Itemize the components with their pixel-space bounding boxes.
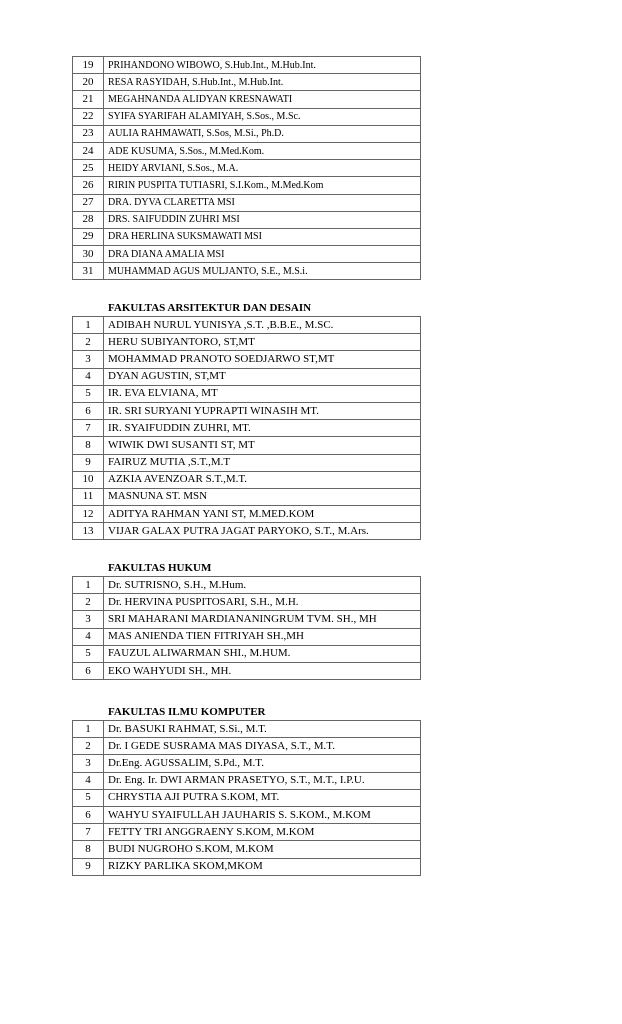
row-number: 4	[73, 368, 104, 385]
row-number: 5	[73, 789, 104, 806]
lecturer-name: WAHYU SYAIFULLAH JAUHARIS S. S.KOM., M.KOM	[104, 806, 421, 823]
table-row	[73, 228, 421, 245]
row-number: 9	[73, 454, 104, 471]
row-number: 10	[73, 471, 104, 488]
row-number: 6	[73, 402, 104, 419]
table-row	[73, 437, 421, 454]
table-row	[73, 488, 421, 505]
table-row	[73, 662, 421, 679]
lecturer-name: SRI MAHARANI MARDIANANINGRUM TVM. SH., MH	[104, 611, 421, 628]
table-row	[73, 317, 421, 334]
lecturer-table	[72, 56, 421, 280]
table-row	[73, 506, 421, 523]
lecturer-name: RIZKY PARLIKA SKOM,MKOM	[104, 858, 421, 875]
lecturer-name: ADITYA RAHMAN YANI ST, M.MED.KOM	[104, 506, 421, 523]
row-number: 8	[73, 437, 104, 454]
ilmu-komputer-table	[72, 720, 421, 876]
row-number: 5	[73, 385, 104, 402]
lecturer-name: MOHAMMAD PRANOTO SOEDJARWO ST,MT	[104, 351, 421, 368]
table-row	[73, 454, 421, 471]
table-row	[73, 806, 421, 823]
row-number: 11	[73, 488, 104, 505]
table-row	[73, 263, 421, 280]
lecturer-name: Dr. BASUKI RAHMAT, S.Si., M.T.	[104, 721, 421, 738]
arsitektur-desain-table	[72, 316, 421, 540]
table-row	[73, 246, 421, 263]
row-number: 4	[73, 628, 104, 645]
table-row	[73, 402, 421, 419]
lecturer-name: FETTY TRI ANGGRAENY S.KOM, M.KOM	[104, 824, 421, 841]
row-number: 3	[73, 755, 104, 772]
row-number: 25	[73, 160, 104, 177]
lecturer-name: DRA. DYVA CLARETTA MSI	[104, 194, 421, 211]
row-number: 12	[73, 506, 104, 523]
lecturer-name: ADIBAH NURUL YUNISYA ,S.T. ,B.B.E., M.SC.	[104, 317, 421, 334]
lecturer-name: HEIDY ARVIANI, S.Sos., M.A.	[104, 160, 421, 177]
row-number: 3	[73, 611, 104, 628]
row-number: 9	[73, 858, 104, 875]
lecturer-name: MASNUNA ST. MSN	[104, 488, 421, 505]
table-row	[73, 841, 421, 858]
table-row	[73, 177, 421, 194]
table-row	[73, 91, 421, 108]
lecturer-name: VIJAR GALAX PUTRA JAGAT PARYOKO, S.T., M.Ars.	[104, 523, 421, 540]
lecturer-name: DRA HERLINA SUKSMAWATI MSI	[104, 228, 421, 245]
table-row	[73, 738, 421, 755]
row-number: 2	[73, 594, 104, 611]
table-row	[73, 721, 421, 738]
table-row	[73, 351, 421, 368]
lecturer-name: EKO WAHYUDI SH., MH.	[104, 662, 421, 679]
lecturer-name: MUHAMMAD AGUS MULJANTO, S.E., M.S.i.	[104, 263, 421, 280]
row-number: 1	[73, 577, 104, 594]
hukum-table	[72, 576, 421, 680]
lecturer-name: IR. EVA ELVIANA, MT	[104, 385, 421, 402]
table-row	[73, 160, 421, 177]
table-row	[73, 523, 421, 540]
row-number: 21	[73, 91, 104, 108]
table-row	[73, 334, 421, 351]
row-number: 3	[73, 351, 104, 368]
lecturer-name: SYIFA SYARIFAH ALAMIYAH, S.Sos., M.Sc.	[104, 108, 421, 125]
lecturer-name: Dr. HERVINA PUSPITOSARI, S.H., M.H.	[104, 594, 421, 611]
table-row	[73, 755, 421, 772]
lecturer-name: AULIA RAHMAWATI, S.Sos, M.Si., Ph.D.	[104, 125, 421, 142]
table-row	[73, 628, 421, 645]
lecturer-name: DYAN AGUSTIN, ST,MT	[104, 368, 421, 385]
lecturer-name: Dr. SUTRISNO, S.H., M.Hum.	[104, 577, 421, 594]
row-number: 20	[73, 74, 104, 91]
row-number: 22	[73, 108, 104, 125]
row-number: 23	[73, 125, 104, 142]
lecturer-name: BUDI NUGROHO S.KOM, M.KOM	[104, 841, 421, 858]
lecturer-name: PRIHANDONO WIBOWO, S.Hub.Int., M.Hub.Int.	[104, 57, 421, 74]
row-number: 5	[73, 645, 104, 662]
table-row	[73, 108, 421, 125]
row-number: 30	[73, 246, 104, 263]
row-number: 1	[73, 721, 104, 738]
table-row	[73, 645, 421, 662]
lecturer-name: FAIRUZ MUTIA ,S.T.,M.T	[104, 454, 421, 471]
table-row	[73, 858, 421, 875]
table-row	[73, 142, 421, 159]
table-row	[73, 194, 421, 211]
row-number: 19	[73, 57, 104, 74]
section-heading-ilmu-komputer: FAKULTAS ILMU KOMPUTER	[108, 706, 266, 718]
table-row	[73, 368, 421, 385]
row-number: 31	[73, 263, 104, 280]
table-row	[73, 57, 421, 74]
row-number: 24	[73, 142, 104, 159]
lecturer-table	[72, 316, 421, 540]
row-number: 29	[73, 228, 104, 245]
lecturer-name: Dr. Eng. Ir. DWI ARMAN PRASETYO, S.T., M.T., I.P.U.	[104, 772, 421, 789]
lecturer-name: WIWIK DWI SUSANTI ST, MT	[104, 437, 421, 454]
table-row	[73, 594, 421, 611]
lecturer-table	[72, 720, 421, 876]
section-heading-hukum: FAKULTAS HUKUM	[108, 562, 212, 574]
table-row	[73, 611, 421, 628]
table-row	[73, 420, 421, 437]
table-row	[73, 471, 421, 488]
table-row	[73, 789, 421, 806]
lecturer-name: MEGAHNANDA ALIDYAN KRESNAWATI	[104, 91, 421, 108]
lecturer-name: ADE KUSUMA, S.Sos., M.Med.Kom.	[104, 142, 421, 159]
table-row	[73, 772, 421, 789]
row-number: 7	[73, 420, 104, 437]
row-number: 1	[73, 317, 104, 334]
lecturer-name: RESA RASYIDAH, S.Hub.Int., M.Hub.Int.	[104, 74, 421, 91]
lecturer-name: IR. SYAIFUDDIN ZUHRI, MT.	[104, 420, 421, 437]
lecturer-name: Dr.Eng. AGUSSALIM, S.Pd., M.T.	[104, 755, 421, 772]
row-number: 6	[73, 806, 104, 823]
lecturer-table	[72, 576, 421, 680]
lecturer-name: Dr. I GEDE SUSRAMA MAS DIYASA, S.T., M.T.	[104, 738, 421, 755]
lecturer-table-continued	[72, 56, 421, 280]
lecturer-name: CHRYSTIA AJI PUTRA S.KOM, MT.	[104, 789, 421, 806]
lecturer-name: MAS ANIENDA TIEN FITRIYAH SH.,MH	[104, 628, 421, 645]
table-row	[73, 74, 421, 91]
table-row	[73, 385, 421, 402]
row-number: 6	[73, 662, 104, 679]
table-row	[73, 577, 421, 594]
lecturer-name: HERU SUBIYANTORO, ST,MT	[104, 334, 421, 351]
table-row	[73, 211, 421, 228]
row-number: 26	[73, 177, 104, 194]
lecturer-name: AZKIA AVENZOAR S.T.,M.T.	[104, 471, 421, 488]
lecturer-name: DRA DIANA AMALIA MSI	[104, 246, 421, 263]
row-number: 27	[73, 194, 104, 211]
row-number: 8	[73, 841, 104, 858]
section-heading-arsitektur-desain: FAKULTAS ARSITEKTUR DAN DESAIN	[108, 302, 312, 314]
table-row	[73, 824, 421, 841]
row-number: 7	[73, 824, 104, 841]
row-number: 4	[73, 772, 104, 789]
lecturer-name: RIRIN PUSPITA TUTIASRI, S.I.Kom., M.Med.Kom	[104, 177, 421, 194]
row-number: 2	[73, 334, 104, 351]
row-number: 13	[73, 523, 104, 540]
table-row	[73, 125, 421, 142]
row-number: 28	[73, 211, 104, 228]
lecturer-name: DRS. SAIFUDDIN ZUHRI MSI	[104, 211, 421, 228]
row-number: 2	[73, 738, 104, 755]
lecturer-name: FAUZUL ALIWARMAN SHI., M.HUM.	[104, 645, 421, 662]
lecturer-name: IR. SRI SURYANI YUPRAPTI WINASIH MT.	[104, 402, 421, 419]
